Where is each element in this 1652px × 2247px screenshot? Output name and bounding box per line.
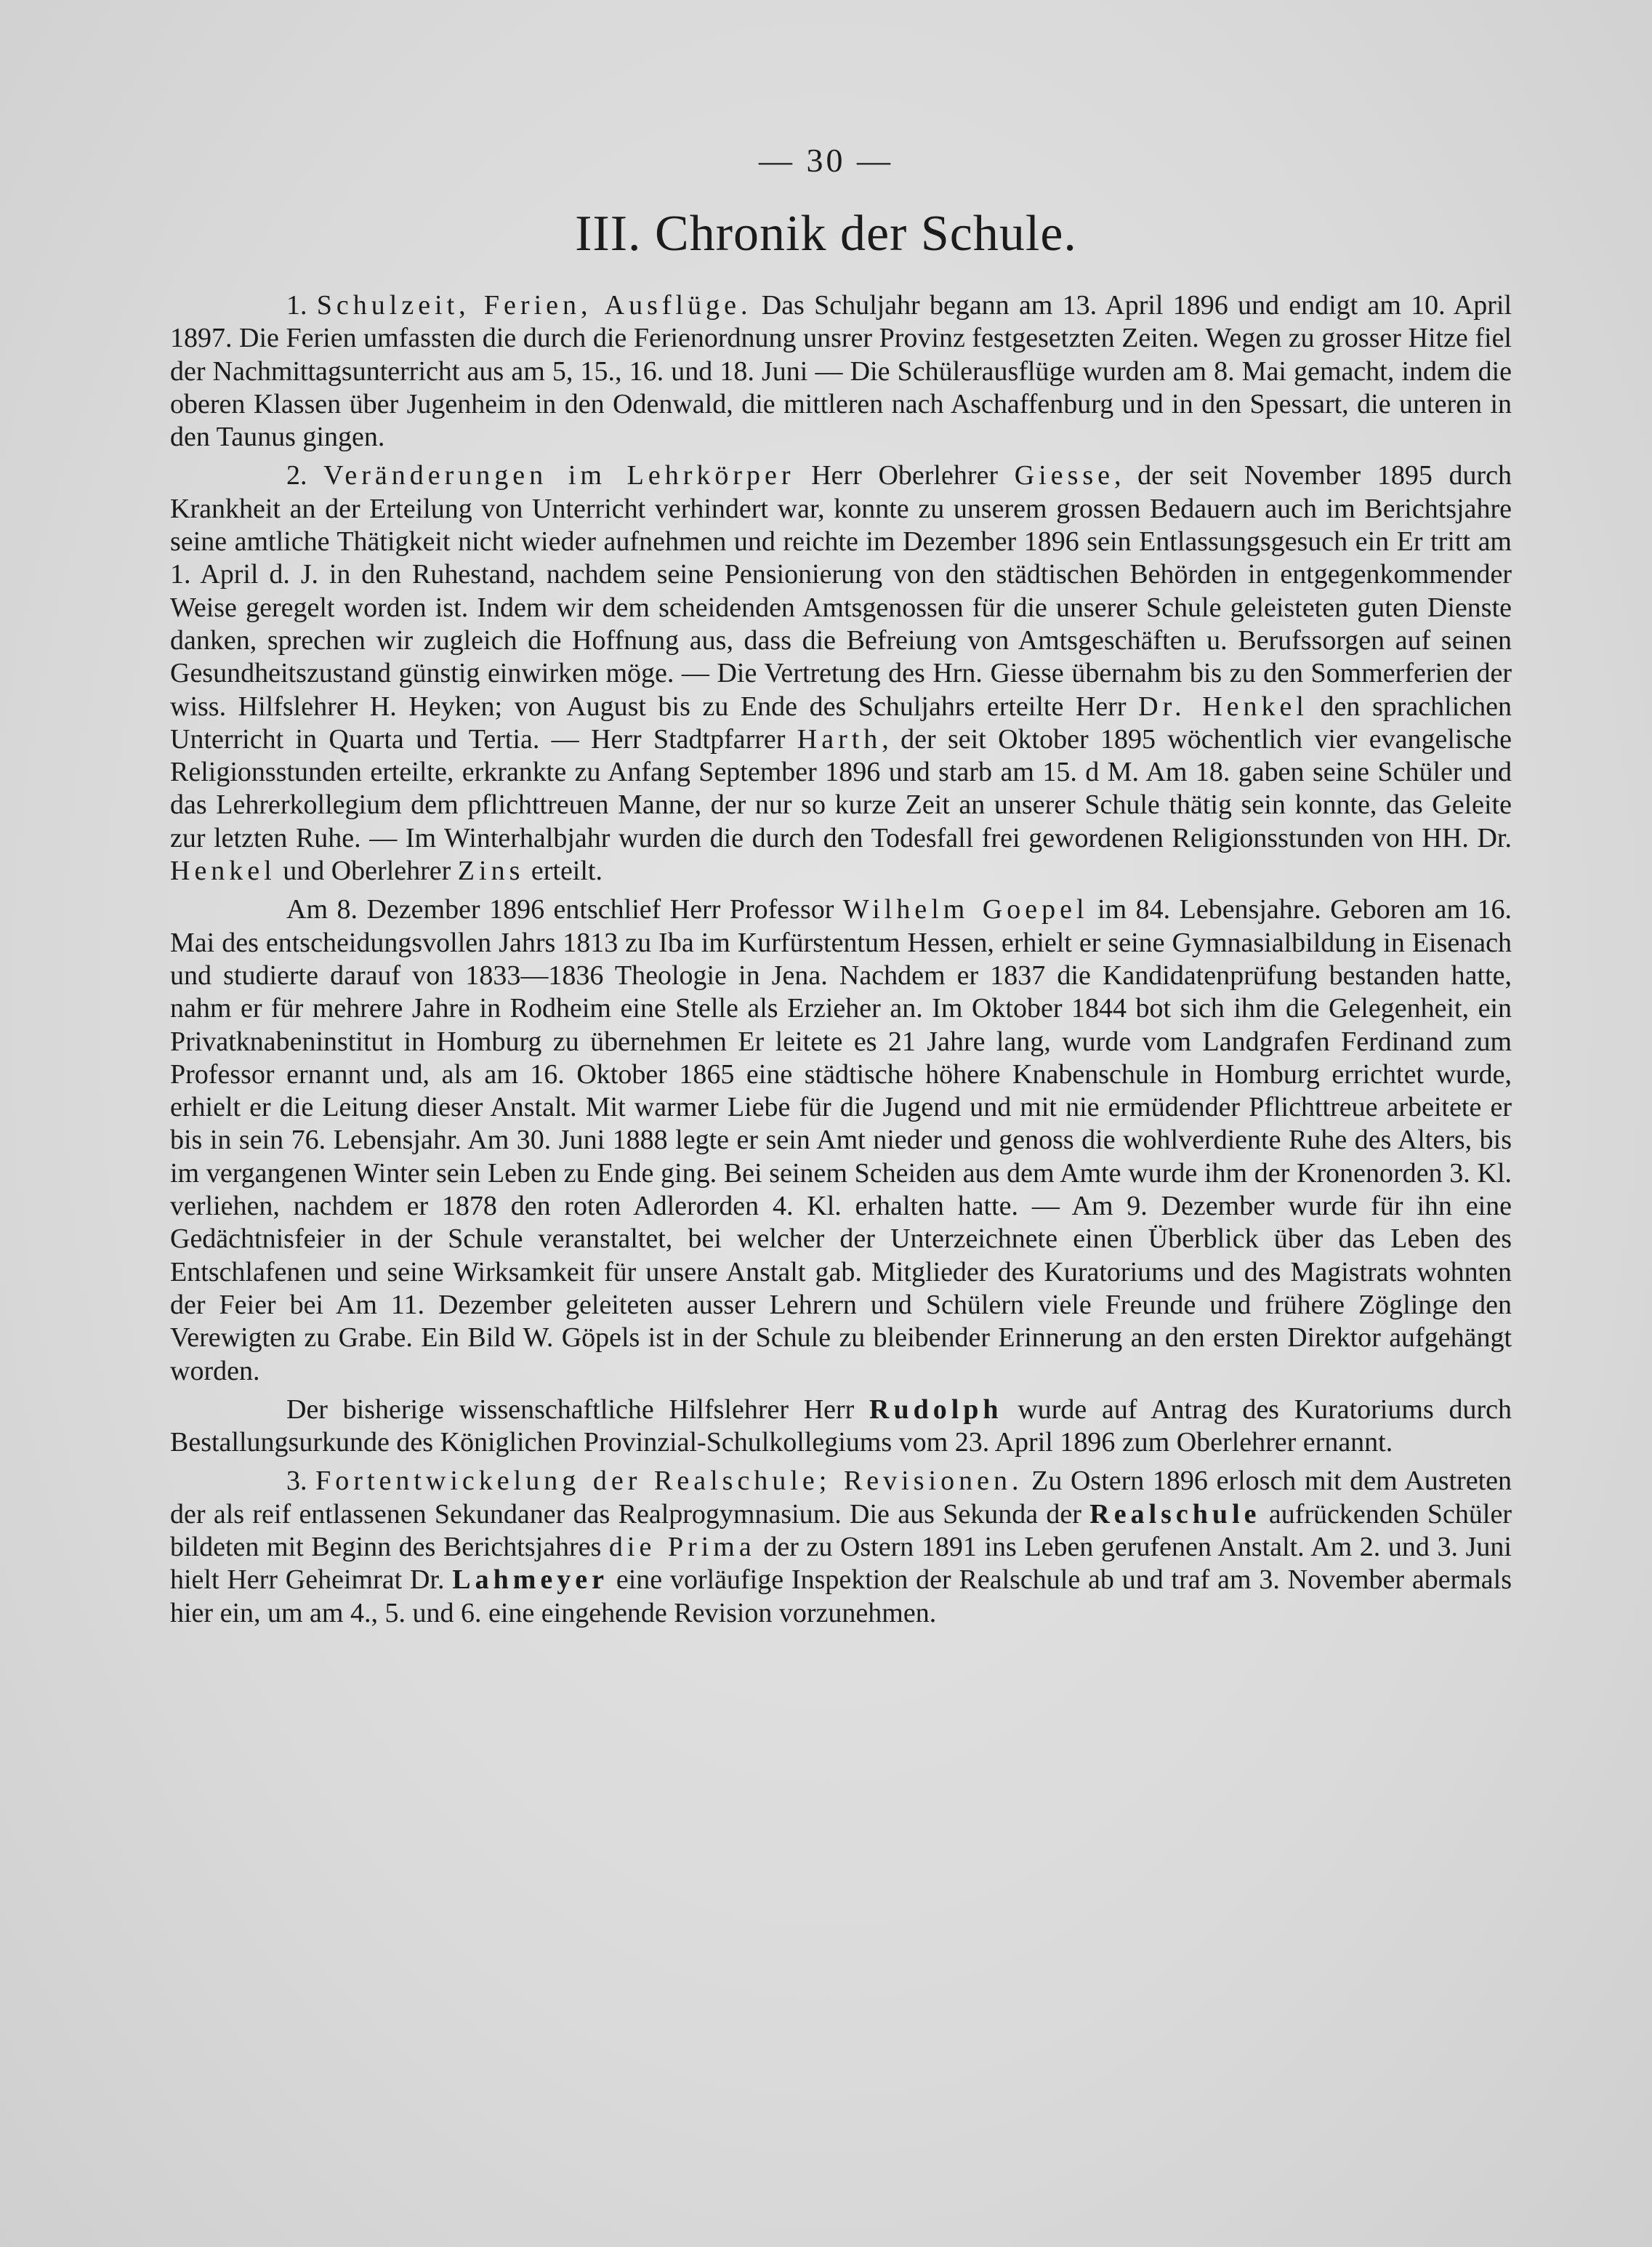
text-run: erteilt. (524, 856, 603, 887)
text-run: der zu Ostern 1891 ins Leben gerufenen Anstalt. Am 2. und 3. Juni hielt Herr Geheimrat Dr. (170, 1531, 1512, 1596)
text-run: Am 8. Dezember 1896 entschlief Herr Professor (286, 894, 843, 925)
paragraph-lehrkoerper (170, 459, 1512, 888)
paragraph-schulzeit (170, 289, 1512, 454)
spaced-name: Harth (797, 723, 882, 755)
spaced-heading: Fortentwickelung der Realschule; Revisionen. (315, 1466, 1023, 1497)
text-run: aufrückenden Schüler bildeten mit Beginn des Berichtsjahres (170, 1498, 1512, 1562)
text-run: , der seit Oktober 1895 wöchentlich vier evangelische Religionsstunden erteilte, erkrankte zu Anfang September 1896 und starb am 15. d M. Am 18. gaben seine Schüler und das Lehrerkollegium dem pflichttreuen Manne, der nur so kurze Zeit an unserer Schule thätig sein konnte, das Geleite zur letzten Ruhe. — Im Winterhalbjahr wurden die durch den Todesfall frei gewordenen Religionsstunden von HH. Dr. (170, 723, 1512, 853)
spaced-term: die Prima (608, 1531, 756, 1562)
text-run: eine vorläufige Inspektion der Realschule ab und traf am 3. November abermals hier ein, um am 4., 5. und 6. eine eingehende Revision vorzunehmen. (170, 1564, 1512, 1628)
paragraph-goepel (170, 893, 1512, 1387)
spaced-heading: Schulzeit, Ferien, Ausflüge. (316, 290, 752, 321)
spaced-name: Zins (457, 856, 525, 887)
chapter-title: III. Chronik der Schule. (575, 206, 1077, 262)
text-run: Das Schuljahr begann am 13. April 1896 und endigt am 10. April 1897. Die Ferien umfassten die durch die Ferienordnung unsrer Provinz festgesetzten Zeiten. Wegen zu grosser Hitze fiel der Nachmittagsunterricht aus am 5, 15., 16. und 18. Juni — Die Schülerausflüge wurden am 8. Mai gemacht, indem die oberen Klassen über Jugenheim in den Odenwald, die mittleren nach Aschaffenburg und in den Spessart, die unteren in den Taunus gingen. (170, 290, 1512, 453)
text-run: 2. (286, 460, 324, 491)
spaced-heading: Veränderungen im Lehrkörper (323, 460, 795, 491)
spaced-name: Wilhelm Goepel (842, 894, 1089, 925)
text-run: , der seit November 1895 durch Krankheit an der Erteilung von Unterricht verhindert war, konnte zu unserem grossen Bedauern auch im Berichtsjahre seine amtliche Thätigkeit nicht wieder aufnehmen und reichte im Dezember 1896 sein Entlassungsgesuch ein Er tritt am 1. April d. J. in den Ruhestand, nachdem seine Pensionierung von den städtischen Behörden in entgegenkommender Weise geregelt worden ist. Indem wir dem scheidenden Amtsgenossen für die unserer Schule geleisteten guten Dienste danken, sprechen wir zugleich die Hoffnung aus, dass die Befreiung von Amtsgeschäften u. Berufssorgen auf seinen Gesundheitszustand günstig einwirken möge. — Die Vertretung des Hrn. Giesse übernahm bis zu den Sommerferien der wiss. Hilfslehrer H. Heyken; von August bis zu Ende des Schuljahrs erteilte Herr (170, 460, 1512, 722)
spaced-name: Rudolph (869, 1394, 1003, 1425)
text-run: und Oberlehrer (275, 856, 458, 887)
chronicle-body (170, 289, 1512, 1636)
spaced-name: Giesse (1014, 460, 1115, 491)
spaced-name: Dr. Henkel (1138, 691, 1308, 722)
text-run: den sprachlichen Unterricht in Quarta und Tertia. — Herr Stadtpfarrer (170, 691, 1512, 755)
text-run: Zu Ostern 1896 erlosch mit dem Austreten der als reif entlassenen Sekundaner das Realprogymnasium. Die aus Sekunda der (170, 1466, 1512, 1530)
spaced-name: Lahmeyer (452, 1564, 609, 1596)
text-run: im 84. Lebensjahre. Geboren am 16. Mai des entscheidungsvollen Jahrs 1813 zu Iba im Kurfürstentum Hessen, erhielt er seine Gymnasialbildung in Eisenach und studierte darauf von 1833—1836 Theologie in Jena. Nachdem er 1837 die Kandidatenprüfung bestanden hatte, nahm er für mehrere Jahre in Rodheim eine Stelle als Erzieher an. Im Oktober 1844 bot sich ihm die Gelegenheit, ein Privatknabeninstitut in Homburg zu übernehmen Er leitete es 21 Jahre lang, wurde vom Landgrafen Ferdinand zum Professor ernannt und, als am 16. Oktober 1865 eine städtische höhere Knabenschule in Homburg errichtet wurde, erhielt er die Leitung dieser Anstalt. Mit warmer Liebe für die Jugend und mit nie ermüdender Pflichttreue arbeitete er bis in sein 76. Lebensjahr. Am 30. Juni 1888 legte er sein Amt nieder und genoss die wohlverdiente Ruhe des Alters, bis im vergangenen Winter sein Leben zu Ende ging. Bei seinem Scheiden aus dem Amte wurde ihm der Kronenorden 3. Kl. verliehen, nachdem er 1878 den roten Adlerorden 4. Kl. erhalten hatte. — Am 9. Dezember wurde für ihn eine Gedächtnisfeier in der Schule veranstaltet, bei welcher der Unterzeichnete einen Überblick über das Leben des Entschlafenen und seine Wirksamkeit für unsere Anstalt gab. Mitglieder des Kuratoriums und des Magistrats wohnten der Feier bei Am 11. Dezember geleiteten ausser Lehrern und Schülern viele Freunde und frühere Zöglinge den Verewigten zu Grabe. Ein Bild W. Göpels ist in der Schule zu bleibender Erinnerung an den ersten Direktor aufgehängt worden. (170, 894, 1512, 1386)
text-run: 1. (286, 290, 317, 321)
text-run: wurde auf Antrag des Kuratoriums durch Bestallungsurkunde des Königlichen Provinzial-Schulkollegiums vom 23. April 1896 zum Oberlehrer ernannt. (170, 1394, 1512, 1458)
text-run: Herr Oberlehrer (794, 460, 1015, 491)
spaced-term: Realschule (1089, 1498, 1261, 1530)
text-run: 3. (286, 1466, 316, 1497)
page-number: — 30 — (759, 142, 893, 179)
paragraph-rudolph (170, 1394, 1512, 1460)
spaced-name: Henkel (170, 856, 276, 887)
text-run: Der bisherige wissenschaftliche Hilfslehrer Herr (286, 1394, 870, 1425)
paragraph-realschule (170, 1465, 1512, 1629)
